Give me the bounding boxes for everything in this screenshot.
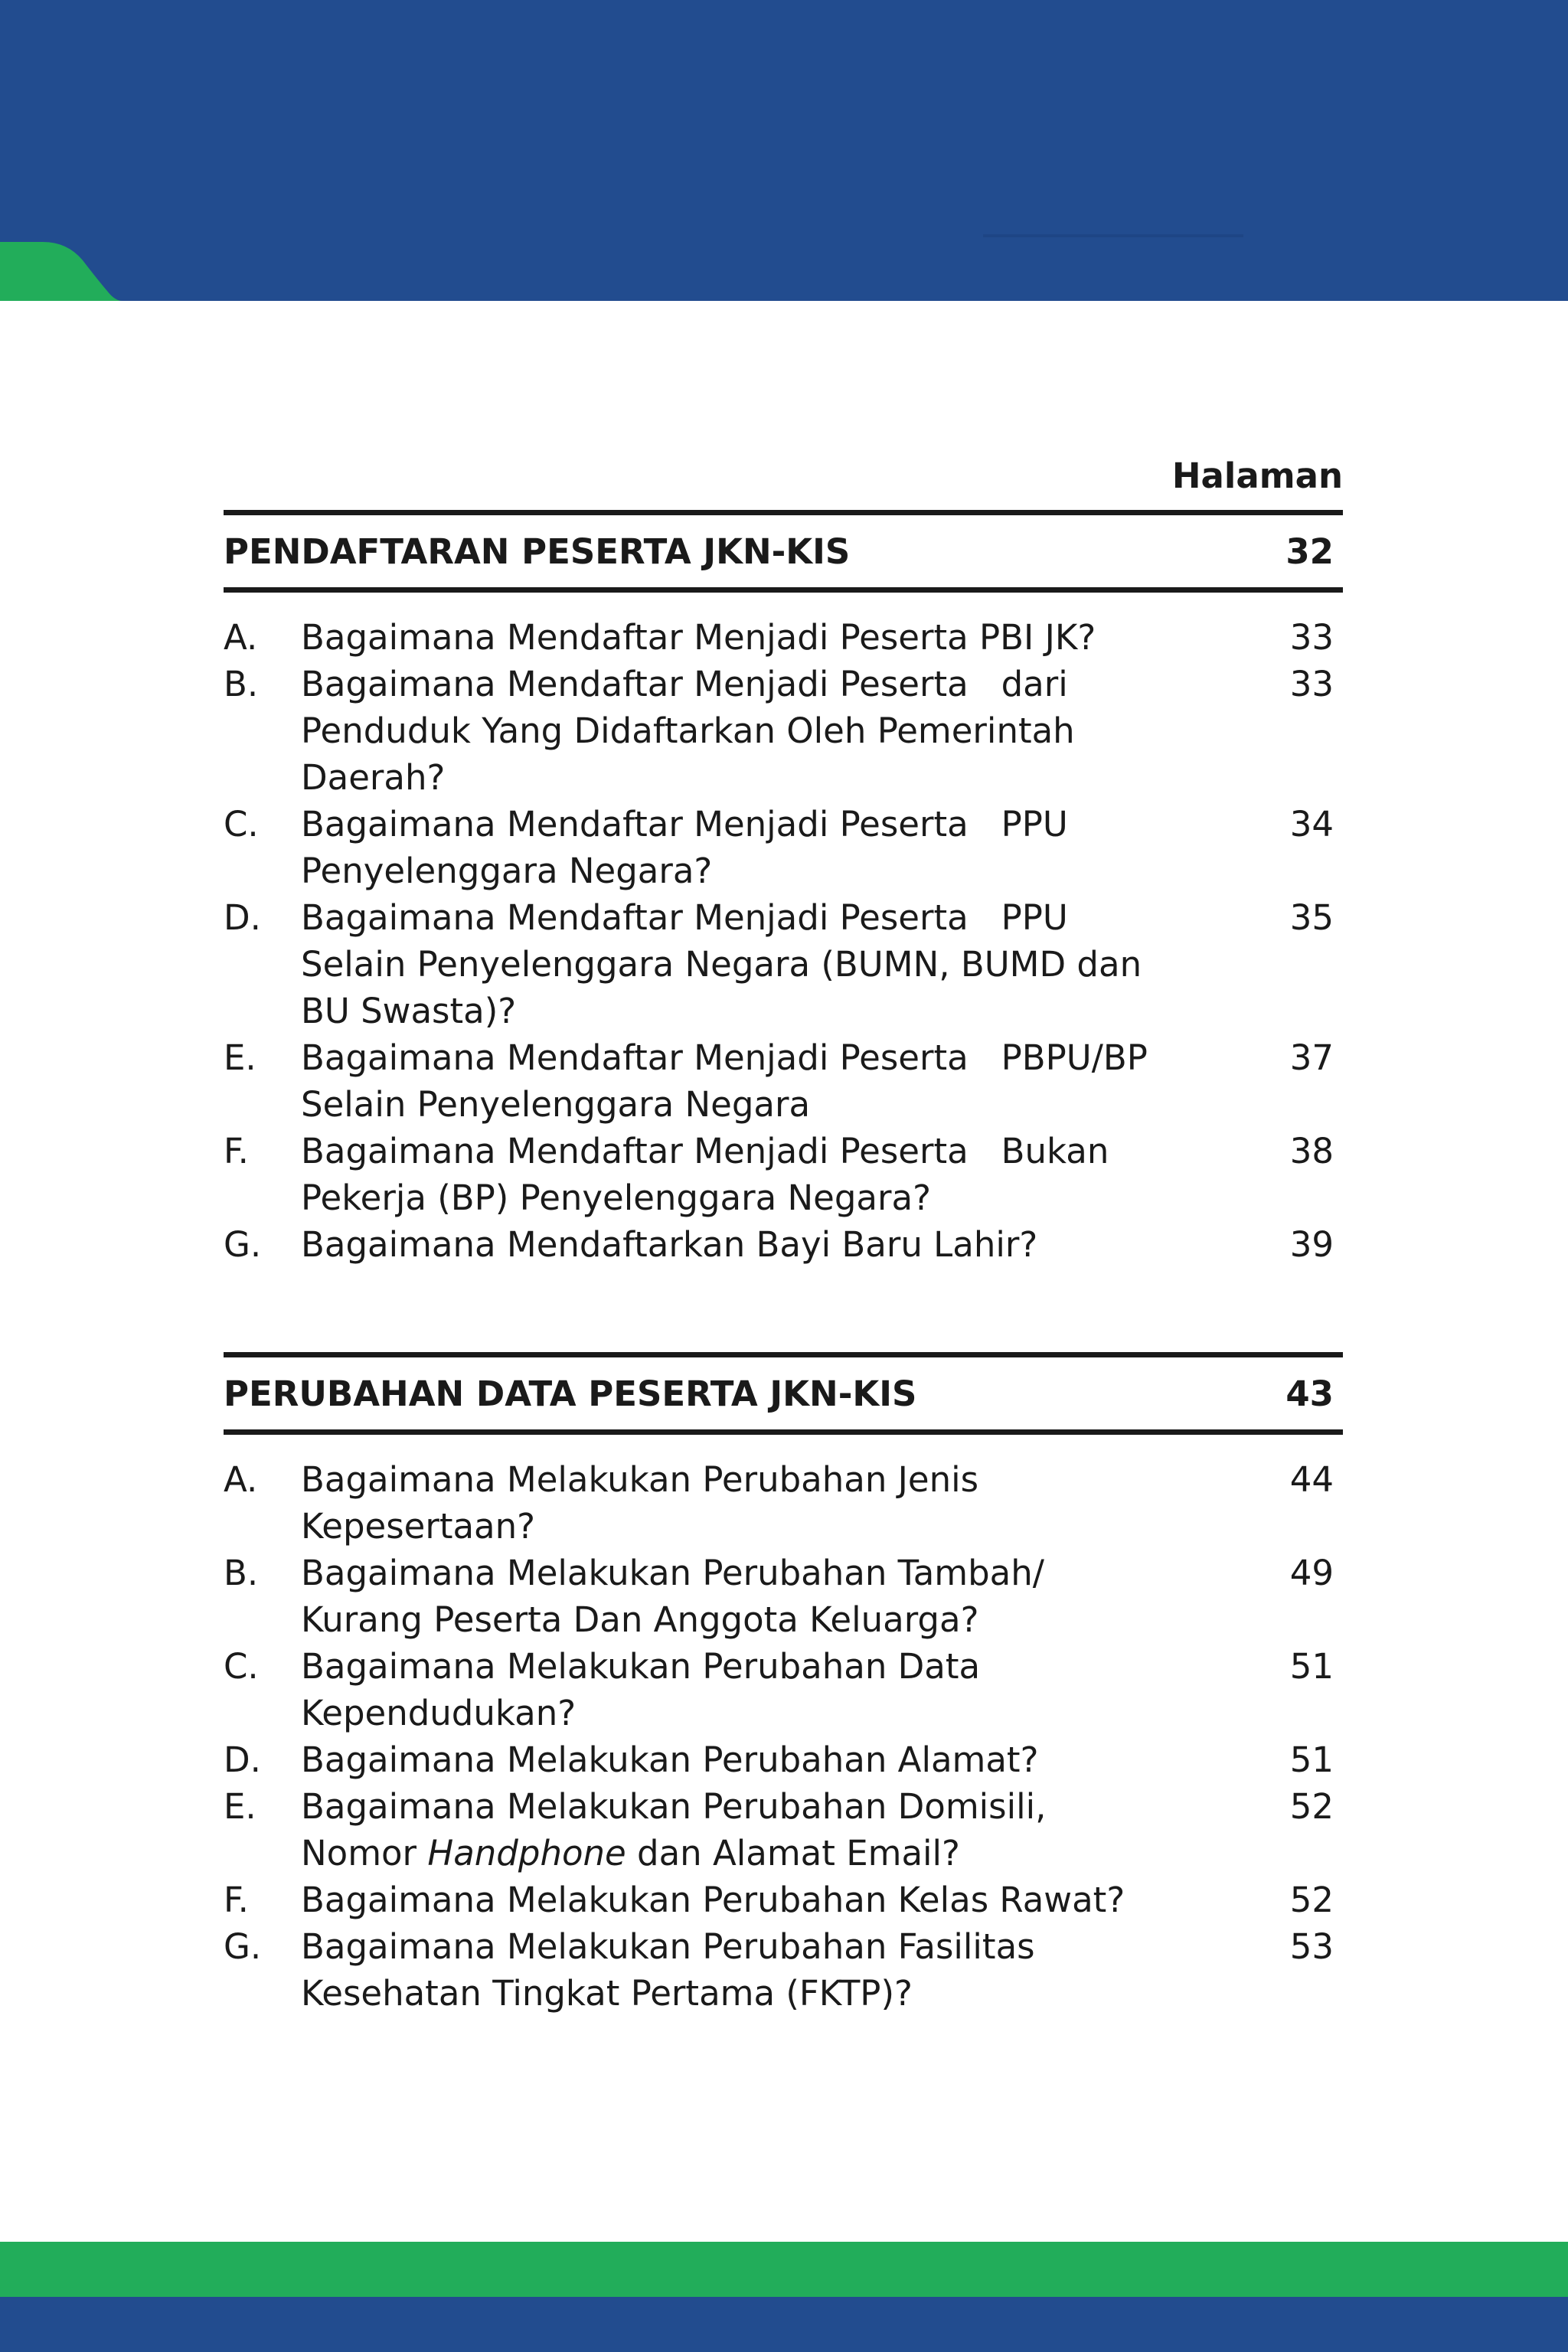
top-header-band [0, 0, 1568, 301]
entry-letter: D. [224, 1740, 261, 1780]
entry-page: 37 [1289, 1037, 1334, 1078]
entry-title: Bagaimana Mendaftar Menjadi Peserta PPU Selain Penyelenggara Negara (BUMN, BUMD dan BU Swasta)? [301, 897, 1142, 1031]
toc-entry[interactable] [224, 1877, 1343, 1923]
footer-blue-band [0, 2297, 1568, 2352]
entry-page: 53 [1289, 1926, 1334, 1967]
entry-letter: B. [224, 664, 259, 704]
entry-title: Bagaimana Mendaftar Menjadi Peserta Bukan Pekerja (BP) Penyelenggara Negara? [301, 1131, 1109, 1218]
entry-letter: G. [224, 1926, 262, 1967]
entry-letter: F. [224, 1131, 249, 1171]
entry-page: 33 [1289, 617, 1334, 658]
toc-entry[interactable] [224, 1736, 1343, 1783]
entry-letter: E. [224, 1786, 256, 1827]
toc-entry[interactable] [224, 801, 1343, 894]
toc-section-pendaftaran [224, 510, 1343, 1268]
entry-title: Bagaimana Mendaftar Menjadi Peserta PBPU/BP Selain Penyelenggara Negara [301, 1037, 1148, 1125]
entry-page: 34 [1289, 804, 1334, 844]
entry-page: 51 [1289, 1740, 1334, 1780]
entry-page: 44 [1289, 1459, 1334, 1500]
toc-section-perubahan [224, 1352, 1343, 2017]
toc-entry[interactable] [224, 1550, 1343, 1643]
footer-green-band [0, 2242, 1568, 2297]
section-entries [224, 1456, 1343, 2017]
toc-entry[interactable] [224, 1221, 1343, 1268]
entry-letter: A. [224, 617, 258, 658]
entry-title: Bagaimana Mendaftar Menjadi Peserta PBI JK? [301, 617, 1096, 658]
entry-page: 39 [1289, 1224, 1334, 1265]
entry-page: 52 [1289, 1786, 1334, 1827]
section-header[interactable] [224, 510, 1343, 593]
entry-letter: C. [224, 1646, 259, 1687]
toc-entry[interactable] [224, 1643, 1343, 1736]
entry-title: Bagaimana Mendaftarkan Bayi Baru Lahir? [301, 1224, 1038, 1265]
section-entries [224, 614, 1343, 1268]
entry-title: Bagaimana Melakukan Perubahan Alamat? [301, 1740, 1039, 1780]
section-title: PERUBAHAN DATA PESERTA JKN-KIS [224, 1373, 917, 1414]
entry-letter: D. [224, 897, 261, 938]
section-page: 32 [1285, 531, 1334, 572]
entry-page: 52 [1289, 1880, 1334, 1920]
toc-entry[interactable] [224, 1923, 1343, 2017]
toc-entry[interactable] [224, 1783, 1343, 1877]
section-page: 43 [1285, 1373, 1334, 1414]
entry-title: Bagaimana Melakukan Perubahan Kelas Rawat? [301, 1880, 1125, 1920]
toc-entry[interactable] [224, 1034, 1343, 1128]
toc-entry[interactable] [224, 1456, 1343, 1550]
entry-letter: B. [224, 1553, 259, 1593]
entry-title: Bagaimana Mendaftar Menjadi Peserta PPU Penyelenggara Negara? [301, 804, 1068, 891]
entry-title: Bagaimana Melakukan Perubahan Fasilitas Kesehatan Tingkat Pertama (FKTP)? [301, 1926, 1035, 2014]
section-title: PENDAFTARAN PESERTA JKN-KIS [224, 531, 851, 572]
toc-entry[interactable] [224, 661, 1343, 801]
entry-title: Bagaimana Mendaftar Menjadi Peserta dari Penduduk Yang Didaftarkan Oleh Pemerintah Daerah? [301, 664, 1075, 798]
table-of-contents [224, 452, 1343, 2017]
entry-letter: A. [224, 1459, 258, 1500]
entry-page: 33 [1289, 664, 1334, 704]
entry-title: Bagaimana Melakukan Perubahan Jenis Kepesertaan? [301, 1459, 979, 1547]
entry-letter: G. [224, 1224, 262, 1265]
entry-page: 49 [1289, 1553, 1334, 1593]
toc-entry[interactable] [224, 1128, 1343, 1221]
toc-entry[interactable] [224, 614, 1343, 661]
entry-page: 51 [1289, 1646, 1334, 1687]
page-column-label: Halaman [1171, 456, 1343, 496]
entry-letter: C. [224, 804, 259, 844]
entry-page: 35 [1289, 897, 1334, 938]
section-header[interactable] [224, 1352, 1343, 1435]
green-corner-accent [0, 0, 138, 301]
toc-entry[interactable] [224, 894, 1343, 1034]
entry-title: Bagaimana Melakukan Perubahan Data Kependudukan? [301, 1646, 981, 1733]
entry-title: Bagaimana Melakukan Perubahan Domisili, Nomor Handphone dan Alamat Email? [301, 1786, 1047, 1873]
entry-letter: E. [224, 1037, 256, 1078]
entry-title: Bagaimana Melakukan Perubahan Tambah/ Kurang Peserta Dan Anggota Keluarga? [301, 1553, 1044, 1640]
entry-letter: F. [224, 1880, 249, 1920]
header-underline [983, 234, 1243, 237]
entry-page: 38 [1289, 1131, 1334, 1171]
